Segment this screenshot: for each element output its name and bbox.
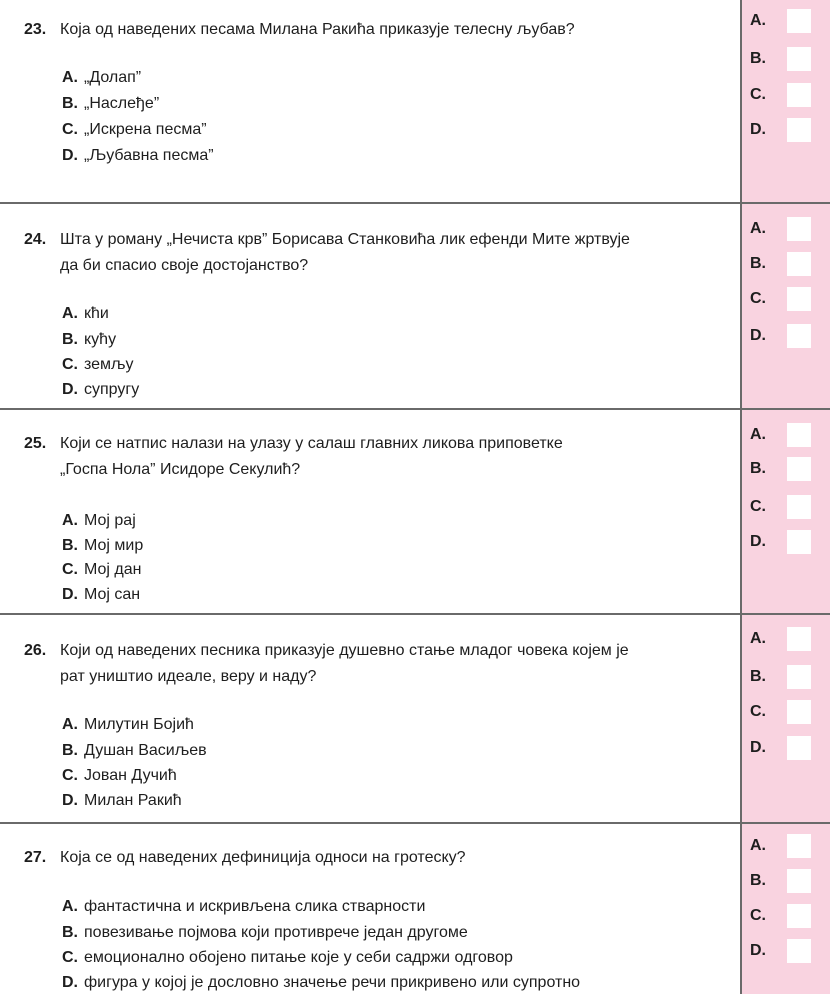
answer-checkbox-a[interactable] (787, 217, 811, 241)
option-d (62, 583, 140, 607)
answer-letter: B. (750, 50, 766, 67)
answer-checkbox-b[interactable] (787, 457, 811, 481)
option-text: фантастична и искривљена слика стварности (84, 898, 426, 915)
answer-d (750, 118, 820, 142)
option-letter: B. (62, 924, 78, 941)
answer-checkbox-c[interactable] (787, 904, 811, 928)
question-23 (0, 0, 830, 203)
answer-checkbox-d[interactable] (787, 324, 811, 348)
question-text-line: Која од наведених песама Милана Ракића приказује телесну љубав? (60, 21, 575, 38)
option-text: „Искрена песма” (84, 121, 207, 138)
answer-letter: D. (750, 533, 766, 550)
option-text: кћи (84, 305, 109, 322)
option-a (62, 302, 109, 326)
question-text-line: рат уништио идеале, веру и наду? (60, 668, 317, 685)
option-text: „Наслеђе” (84, 95, 160, 112)
answer-letter: B. (750, 668, 766, 685)
option-a (62, 509, 136, 533)
option-text: Мој дан (84, 561, 142, 578)
answer-c (750, 83, 820, 107)
answer-letter: A. (750, 630, 766, 647)
answer-a (750, 834, 820, 858)
answer-checkbox-c[interactable] (787, 700, 811, 724)
question-text-line: да би спасио своје достојанство? (60, 257, 309, 274)
option-letter: C. (62, 949, 78, 966)
option-letter: D. (62, 586, 78, 603)
option-letter: A. (62, 512, 78, 529)
option-letter: B. (62, 742, 78, 759)
option-text: „Долап” (84, 69, 142, 86)
question-text (60, 845, 730, 871)
answer-letter: D. (750, 942, 766, 959)
answer-checkbox-a[interactable] (787, 423, 811, 447)
answer-checkbox-d[interactable] (787, 530, 811, 554)
answer-c (750, 495, 820, 519)
option-letter: A. (62, 716, 78, 733)
option-letter: C. (62, 121, 78, 138)
option-letter: C. (62, 356, 78, 373)
answer-letter: B. (750, 872, 766, 889)
option-letter: D. (62, 974, 78, 991)
option-letter: D. (62, 792, 78, 809)
option-a (62, 895, 425, 919)
option-letter: D. (62, 147, 78, 164)
option-text: повезивање појмова који противрече један другоме (84, 924, 468, 941)
answer-letter: B. (750, 255, 766, 272)
question-text-line: Који се натпис налази на улазу у салаш главних ликова приповетке (60, 435, 563, 452)
question-text-line: Која се од наведених дефиниција односи на гротеску? (60, 849, 466, 866)
option-text: земљу (84, 356, 134, 373)
answer-b (750, 665, 820, 689)
answer-checkbox-d[interactable] (787, 736, 811, 760)
option-a (62, 713, 194, 737)
question-text-line: Шта у роману „Нечиста крв” Борисава Станковића лик ефенди Мите жртвује (60, 231, 630, 248)
option-text: супругу (84, 381, 140, 398)
answer-letter: C. (750, 703, 766, 720)
answer-letter: A. (750, 12, 766, 29)
answer-letter: A. (750, 426, 766, 443)
answer-d (750, 530, 820, 554)
answer-d (750, 324, 820, 348)
option-c (62, 118, 207, 142)
option-letter: A. (62, 69, 78, 86)
answer-checkbox-a[interactable] (787, 834, 811, 858)
answer-b (750, 47, 820, 71)
question-text (60, 17, 730, 43)
answer-d (750, 939, 820, 963)
answer-checkbox-b[interactable] (787, 665, 811, 689)
question-number: 23. (24, 21, 47, 38)
option-text: Мој сан (84, 586, 141, 603)
question-24 (0, 204, 830, 409)
option-letter: B. (62, 331, 78, 348)
answer-letter: C. (750, 498, 766, 515)
answer-c (750, 700, 820, 724)
answer-letter: D. (750, 739, 766, 756)
answer-checkbox-b[interactable] (787, 869, 811, 893)
question-number: 26. (24, 642, 47, 659)
option-c (62, 353, 134, 377)
answer-checkbox-c[interactable] (787, 495, 811, 519)
answer-checkbox-d[interactable] (787, 118, 811, 142)
option-text: Мој рај (84, 512, 136, 529)
question-25 (0, 410, 830, 614)
option-c (62, 764, 177, 788)
option-text: Милутин Бојић (84, 716, 194, 733)
question-number: 25. (24, 435, 47, 452)
option-b (62, 534, 143, 558)
option-text: емоционално обојено питање које у себи садржи одговор (84, 949, 513, 966)
question-text-line: „Госпа Нола” Исидоре Секулић? (60, 461, 301, 478)
question-text (60, 431, 730, 483)
option-letter: A. (62, 305, 78, 322)
option-d (62, 144, 214, 168)
option-b (62, 921, 468, 945)
option-letter: C. (62, 561, 78, 578)
question-text-line: Који од наведених песника приказује душевно стање младог човека којем је (60, 642, 629, 659)
option-c (62, 946, 513, 970)
answer-checkbox-b[interactable] (787, 47, 811, 71)
answer-checkbox-d[interactable] (787, 939, 811, 963)
option-text: кућу (84, 331, 117, 348)
answer-a (750, 9, 820, 33)
answer-a (750, 217, 820, 241)
answer-a (750, 423, 820, 447)
question-text (60, 638, 730, 690)
answer-c (750, 904, 820, 928)
option-text: Душан Васиљев (84, 742, 207, 759)
question-27 (0, 824, 830, 994)
option-text: „Љубавна песма” (84, 147, 214, 164)
answer-c (750, 287, 820, 311)
answer-letter: A. (750, 220, 766, 237)
answer-checkbox-a[interactable] (787, 9, 811, 33)
answer-b (750, 869, 820, 893)
option-text: Јован Дучић (84, 767, 177, 784)
option-letter: B. (62, 537, 78, 554)
answer-b (750, 252, 820, 276)
answer-a (750, 627, 820, 651)
option-letter: D. (62, 381, 78, 398)
answer-letter: B. (750, 460, 766, 477)
question-26 (0, 615, 830, 823)
question-number: 27. (24, 849, 47, 866)
answer-checkbox-c[interactable] (787, 83, 811, 107)
option-a (62, 66, 141, 90)
option-text: Милан Ракић (84, 792, 182, 809)
answer-d (750, 736, 820, 760)
answer-letter: C. (750, 86, 766, 103)
option-letter: A. (62, 898, 78, 915)
option-d (62, 378, 139, 402)
option-b (62, 92, 159, 116)
option-c (62, 558, 141, 582)
option-text: Мој мир (84, 537, 144, 554)
option-b (62, 328, 116, 352)
answer-letter: D. (750, 121, 766, 138)
option-d (62, 971, 580, 995)
answer-letter: C. (750, 290, 766, 307)
answer-letter: C. (750, 907, 766, 924)
option-d (62, 789, 182, 813)
answer-checkbox-b[interactable] (787, 252, 811, 276)
question-number: 24. (24, 231, 47, 248)
option-b (62, 739, 207, 763)
answer-b (750, 457, 820, 481)
answer-checkbox-c[interactable] (787, 287, 811, 311)
answer-checkbox-a[interactable] (787, 627, 811, 651)
option-letter: B. (62, 95, 78, 112)
answer-letter: D. (750, 327, 766, 344)
question-text (60, 227, 730, 279)
option-text: фигура у којој је дословно значење речи прикривено или супротно (84, 974, 581, 991)
option-letter: C. (62, 767, 78, 784)
answer-letter: A. (750, 837, 766, 854)
